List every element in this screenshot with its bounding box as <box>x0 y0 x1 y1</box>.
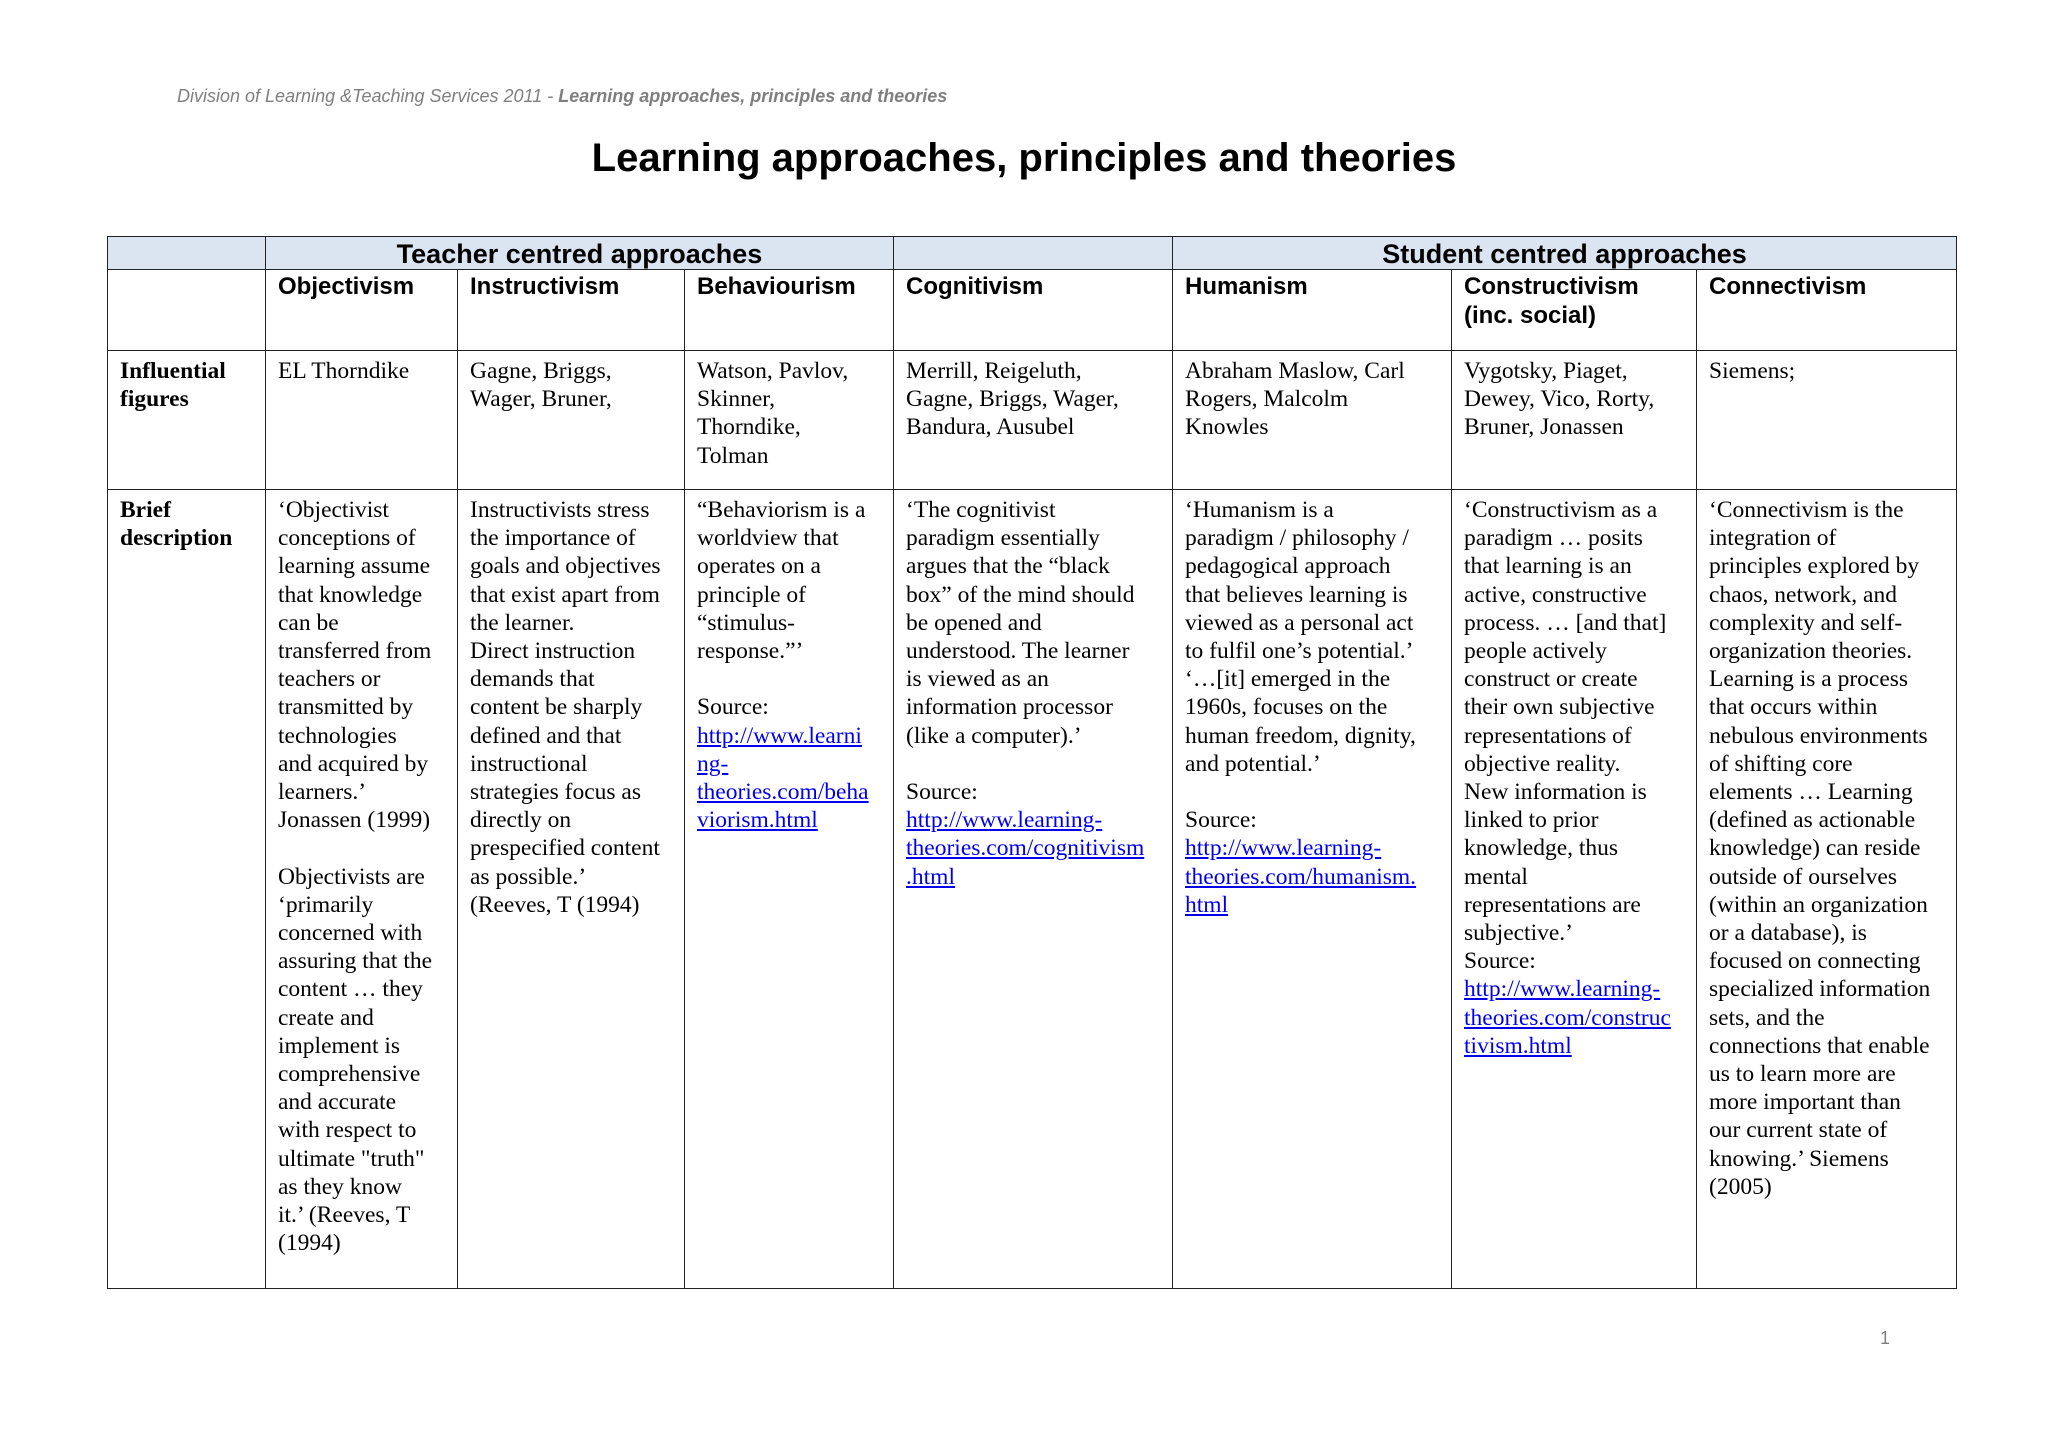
group-header-empty-middle <box>894 237 1173 270</box>
figures-instructivism: Gagne, Briggs, Wager, Bruner, <box>458 351 685 490</box>
figures-constructivism: Vygotsky, Piaget, Dewey, Vico, Rorty, Bruner, Jonassen <box>1452 351 1697 490</box>
column-objectivism: Objectivism <box>266 270 458 351</box>
running-header <box>177 86 947 107</box>
description-behaviourism <box>685 490 894 1289</box>
description-behaviourism-text: “Behaviorism is a worldview that operates on a principle of “stimulus- response.”’ Source: <box>697 497 866 721</box>
description-humanism-text: ‘Humanism is a paradigm / philosophy / pedagogical approach that believes learning is viewed as a personal act to fulfil one’s potential.’ ‘…[it] emerged in the 1960s, focuses on the human freedom, dignity, and potential.’ Source: <box>1185 497 1416 834</box>
description-constructivism-text: ‘Constructivism as a paradigm … posits that learning is an active, constructive process. … [and that] people actively construct or create their own subjective representations of objective reality. New information is linked to prior knowledge, thus mental representations are subjective.’ Source: <box>1464 497 1667 975</box>
running-header-org: Division of Learning &Teaching Services 2011 - <box>177 86 559 106</box>
theory-names-row <box>108 270 1957 351</box>
running-header-doc-title: Learning approaches, principles and theories <box>558 86 948 106</box>
influential-figures-row <box>108 351 1957 490</box>
description-connectivism: ‘Connectivism is the integration of principles explored by chaos, network, and complexity and self- organization theories. Learning is a process that occurs within nebulous environments of shifting core elements … Learning (defined as actionable knowledge) can reside outside of ourselves (within an organization or a database), is focused on connecting specialized information sets, and the connections that enable us to learn more are more important than our current state of knowing.’ Siemens (2005) <box>1697 490 1957 1289</box>
column-constructivism: Constructivism (inc. social) <box>1452 270 1697 351</box>
column-cognitivism: Cognitivism <box>894 270 1173 351</box>
description-instructivism: Instructivists stress the importance of goals and objectives that exist apart from the learner. Direct instruction demands that content be sharply defined and that instructional strategies focus as directly on prespecified content as possible.’ (Reeves, T (1994) <box>458 490 685 1289</box>
brief-description-row <box>108 490 1957 1289</box>
column-connectivism: Connectivism <box>1697 270 1957 351</box>
description-cognitivism <box>894 490 1173 1289</box>
figures-humanism: Abraham Maslow, Carl Rogers, Malcolm Knowles <box>1173 351 1452 490</box>
humanism-source-link[interactable]: http://www.learning- theories.com/humanism. html <box>1185 835 1417 918</box>
figures-connectivism: Siemens; <box>1697 351 1957 490</box>
description-objectivism: ‘Objectivist conceptions of learning assume that knowledge can be transferred from teachers or transmitted by technologies and acquired by learners.’ Jonassen (1999) Objectivists are ‘primarily concerned with assuring that the content … they create and implement is comprehensive and accurate with respect to ultimate "truth" as they know it.’ (Reeves, T (1994) <box>266 490 458 1289</box>
column-behaviourism: Behaviourism <box>685 270 894 351</box>
page-title: Learning approaches, principles and theories <box>591 136 1457 180</box>
group-student-centred: Student centred approaches <box>1173 237 1957 270</box>
row-label-brief-description: Brief description <box>108 490 266 1289</box>
description-humanism <box>1173 490 1452 1289</box>
group-header-empty-corner <box>108 237 266 270</box>
figures-behaviourism: Watson, Pavlov, Skinner, Thorndike, Tolman <box>685 351 894 490</box>
behaviourism-source-link[interactable]: http://www.learni ng- theories.com/beha viorism.html <box>697 722 869 834</box>
theory-names-empty-cell <box>108 270 266 351</box>
figures-objectivism: EL Thorndike <box>266 351 458 490</box>
constructivism-source-link[interactable]: http://www.learning- theories.com/construc tivism.html <box>1464 976 1671 1059</box>
group-header-row <box>108 237 1957 270</box>
cognitivism-source-link[interactable]: http://www.learning- theories.com/cognitivism .html <box>906 807 1145 890</box>
figures-cognitivism: Merrill, Reigeluth, Gagne, Briggs, Wager, Bandura, Ausubel <box>894 351 1173 490</box>
theories-table <box>107 236 1957 1289</box>
description-constructivism <box>1452 490 1697 1289</box>
group-teacher-centred: Teacher centred approaches <box>266 237 894 270</box>
page-number: 1 <box>1880 1328 1891 1348</box>
row-label-influential-figures: Influential figures <box>108 351 266 490</box>
column-humanism: Humanism <box>1173 270 1452 351</box>
description-cognitivism-text: ‘The cognitivist paradigm essentially argues that the “black box” of the mind should be opened and understood. The learner is viewed as an information processor (like a computer).’ Source: <box>906 497 1135 806</box>
column-instructivism: Instructivism <box>458 270 685 351</box>
